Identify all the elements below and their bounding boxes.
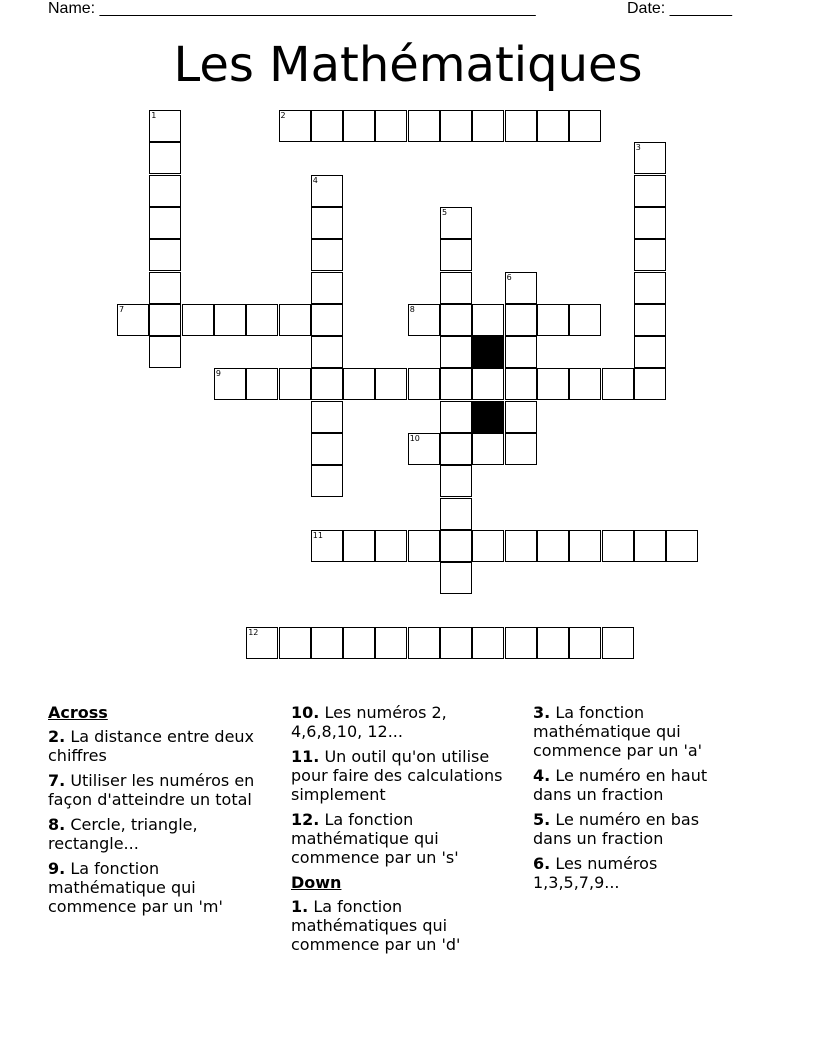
grid-cell[interactable]: [634, 175, 666, 207]
grid-cell[interactable]: [440, 368, 472, 400]
grid-cell[interactable]: [311, 239, 343, 271]
grid-cell[interactable]: [634, 304, 666, 336]
grid-cell[interactable]: [602, 368, 634, 400]
grid-cell[interactable]: [214, 304, 246, 336]
grid-cell[interactable]: [311, 110, 343, 142]
clue-number: 10: [409, 434, 420, 443]
clue-number: 1: [151, 111, 157, 120]
clue-number: 2: [280, 111, 286, 120]
grid-cell[interactable]: [440, 627, 472, 659]
clue-number: 12: [248, 627, 259, 637]
grid-cell[interactable]: [472, 530, 504, 562]
clue-across-10: 10. Les numéros 2, 4,6,8,10, 12...: [291, 703, 447, 741]
grid-cell[interactable]: [343, 368, 375, 400]
grid-cell[interactable]: [375, 368, 407, 400]
grid-cell[interactable]: [440, 401, 472, 433]
grid-cell[interactable]: [505, 530, 537, 562]
clues-column-3: [533, 703, 733, 898]
grid-cell[interactable]: [634, 272, 666, 304]
grid-cell[interactable]: [472, 110, 504, 142]
grid-cell[interactable]: [472, 368, 504, 400]
clue-across-9: 9. La fonction mathématique qui commence par un 'm': [48, 859, 223, 916]
clues-column-1: [48, 703, 268, 922]
grid-cell[interactable]: [505, 110, 537, 142]
grid-cell[interactable]: [634, 207, 666, 239]
grid-cell[interactable]: [311, 627, 343, 659]
grid-cell[interactable]: [505, 336, 537, 368]
grid-cell[interactable]: [602, 627, 634, 659]
clue-down-4: 4. Le numéro en haut dans un fraction: [533, 766, 708, 804]
grid-cell[interactable]: [343, 110, 375, 142]
grid-cell[interactable]: [537, 110, 569, 142]
grid-cell[interactable]: [440, 530, 472, 562]
clue-number: 5: [442, 207, 448, 217]
grid-cell[interactable]: [311, 272, 343, 304]
grid-cell[interactable]: [408, 368, 440, 400]
black-square: [472, 336, 504, 368]
grid-cell[interactable]: [311, 207, 343, 239]
grid-cell[interactable]: [408, 530, 440, 562]
grid-cell[interactable]: [311, 368, 343, 400]
clue-across-2: 2. La distance entre deux chiffres: [48, 727, 255, 765]
grid-cell[interactable]: [569, 627, 601, 659]
grid-cell[interactable]: [149, 142, 181, 174]
grid-cell[interactable]: [311, 336, 343, 368]
grid-cell[interactable]: [666, 530, 698, 562]
grid-cell[interactable]: [279, 368, 311, 400]
grid-cell[interactable]: [149, 239, 181, 271]
grid-cell[interactable]: [375, 627, 407, 659]
grid-cell[interactable]: [505, 433, 537, 465]
grid-cell[interactable]: [311, 304, 343, 336]
clue-across-7: 7. Utiliser les numéros en façon d'atteindre un total: [48, 771, 255, 809]
clue-across-11: 11. Un outil qu'on utilise pour faire des calculations simplement: [291, 747, 503, 804]
grid-cell[interactable]: [569, 530, 601, 562]
clue-down-3: 3. La fonction mathématique qui commence par un 'a': [533, 703, 703, 760]
grid-cell[interactable]: [279, 304, 311, 336]
clue-number: 4: [312, 175, 318, 185]
clue-number: 9: [215, 369, 221, 379]
grid-cell[interactable]: [440, 336, 472, 368]
grid-cell[interactable]: [472, 433, 504, 465]
grid-cell[interactable]: [182, 304, 214, 336]
clue-number: 8: [409, 304, 415, 314]
black-square: [472, 401, 504, 433]
grid-cell[interactable]: [408, 110, 440, 142]
clue-down-5: 5. Le numéro en bas dans un fraction: [533, 810, 700, 848]
grid-cell[interactable]: [149, 304, 181, 336]
grid-cell[interactable]: [279, 627, 311, 659]
clue-across-12: 12. La fonction mathématique qui commence par un 's': [291, 810, 459, 867]
grid-cell[interactable]: [505, 627, 537, 659]
grid-cell[interactable]: [440, 465, 472, 497]
grid-cell[interactable]: [537, 530, 569, 562]
grid-cell[interactable]: [634, 336, 666, 368]
grid-cell[interactable]: [375, 110, 407, 142]
grid-cell[interactable]: [537, 627, 569, 659]
grid-cell[interactable]: [408, 627, 440, 659]
grid-cell[interactable]: [440, 239, 472, 271]
grid-cell[interactable]: [634, 368, 666, 400]
grid-cell[interactable]: [569, 110, 601, 142]
grid-cell[interactable]: [440, 498, 472, 530]
grid-cell[interactable]: [472, 627, 504, 659]
grid-cell[interactable]: [440, 304, 472, 336]
grid-cell[interactable]: [149, 272, 181, 304]
grid-cell[interactable]: [246, 368, 278, 400]
grid-cell[interactable]: [343, 530, 375, 562]
date-field-label: Date: _______: [627, 0, 732, 17]
grid-cell[interactable]: [311, 465, 343, 497]
grid-cell[interactable]: [505, 368, 537, 400]
grid-cell[interactable]: [537, 368, 569, 400]
clue-number: 3: [635, 143, 641, 153]
grid-cell[interactable]: [634, 530, 666, 562]
page-title: Les Mathématiques: [173, 37, 643, 93]
grid-cell[interactable]: [311, 433, 343, 465]
clues-column-2: [291, 703, 521, 960]
grid-cell[interactable]: [375, 530, 407, 562]
grid-cell[interactable]: [440, 562, 472, 594]
grid-cell[interactable]: [246, 304, 278, 336]
grid-cell[interactable]: [440, 110, 472, 142]
grid-cell[interactable]: [505, 401, 537, 433]
grid-cell[interactable]: [472, 304, 504, 336]
grid-cell[interactable]: [149, 175, 181, 207]
grid-cell[interactable]: [311, 401, 343, 433]
clue-number: 7: [119, 304, 125, 314]
grid-cell[interactable]: [149, 207, 181, 239]
grid-cell[interactable]: [440, 433, 472, 465]
clue-number: 6: [506, 272, 512, 282]
grid-cell[interactable]: [602, 530, 634, 562]
clue-number: 11: [312, 530, 323, 540]
grid-cell[interactable]: [569, 368, 601, 400]
clue-down-6: 6. Les numéros 1,3,5,7,9...: [533, 854, 658, 892]
name-field-label: Name: _________________________________________________: [48, 0, 536, 17]
grid-cell[interactable]: [343, 627, 375, 659]
clue-down-1: 1. La fonction mathématiques qui commence par un 'd': [291, 897, 461, 954]
across-heading: Across: [48, 703, 108, 722]
grid-cell[interactable]: [149, 336, 181, 368]
clue-across-8: 8. Cercle, triangle, rectangle...: [48, 815, 198, 853]
grid-cell[interactable]: [505, 304, 537, 336]
grid-cell[interactable]: [537, 304, 569, 336]
grid-cell[interactable]: [634, 239, 666, 271]
grid-cell[interactable]: [440, 272, 472, 304]
down-heading: Down: [291, 873, 342, 892]
grid-cell[interactable]: [569, 304, 601, 336]
